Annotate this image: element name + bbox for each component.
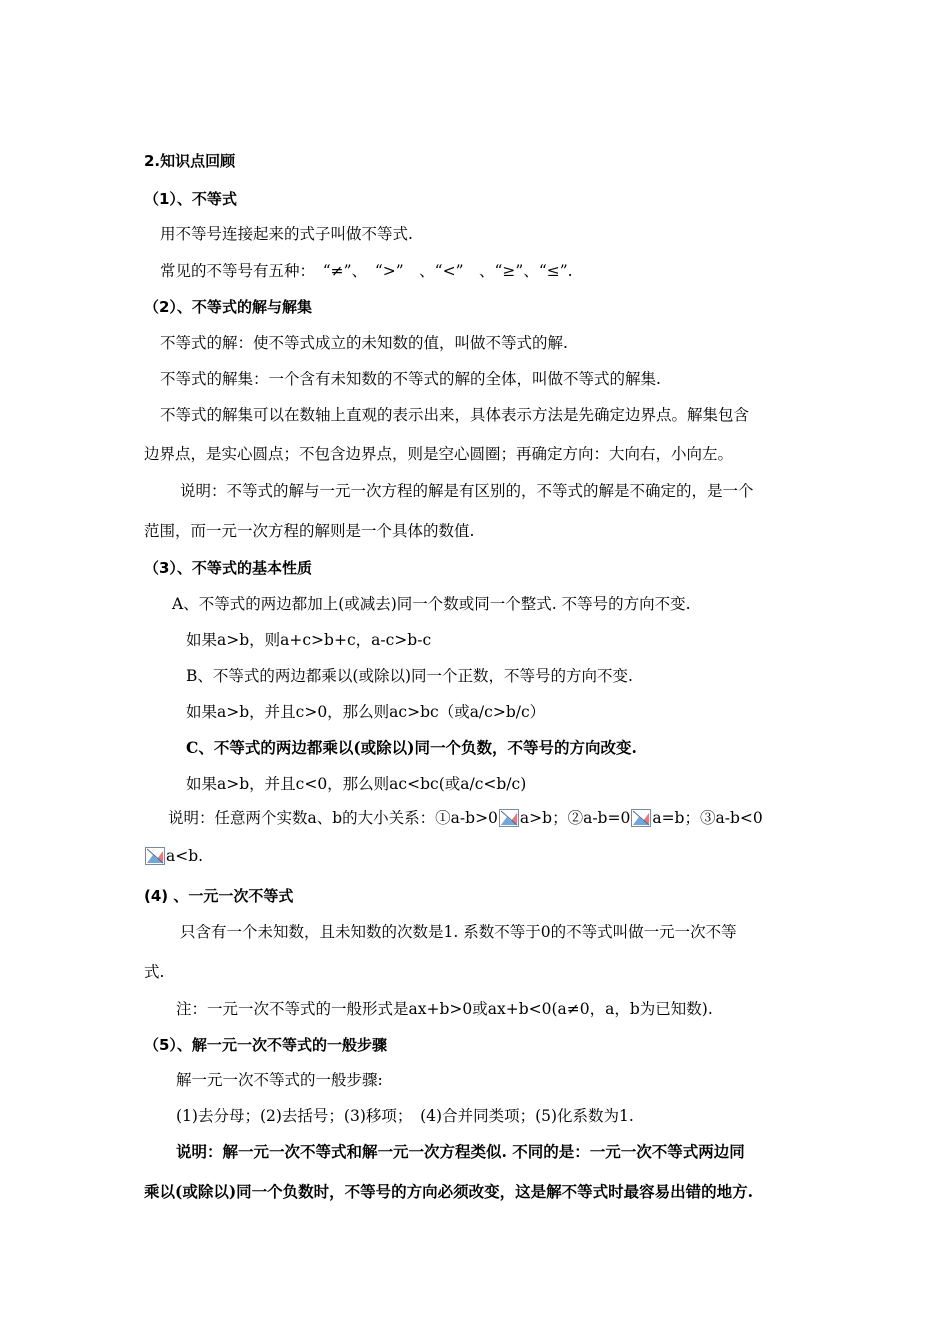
paragraph: 不等式的解集可以在数轴上直观的表示出来，具体表示方法是先确定边界点。解集包含 [160, 406, 750, 424]
paragraph: 只含有一个未知数，且未知数的次数是1. 系数不等于0的不等式叫做一元一次不等 [180, 923, 737, 941]
relation-note-cont [144, 846, 203, 866]
broken-image-icon [631, 809, 651, 827]
paragraph: 边界点，是实心圆点；不包含边界点，则是空心圆圈；再确定方向：大向右，小向左。 [144, 445, 734, 463]
property-b: B、不等式的两边都乘以(或除以)同一个正数，不等号的方向不变. [186, 667, 633, 685]
property-c-example: 如果a>b，并且c<0，那么则ac<bc(或a/c<b/c) [186, 775, 527, 793]
broken-image-icon [499, 809, 519, 827]
paragraph: 常见的不等号有五种： “≠”、 “>” 、“<” 、“≥”、“≤”. [160, 262, 573, 280]
property-b-example: 如果a>b，并且c>0，那么则ac>bc（或a/c>b/c） [186, 703, 546, 721]
heading-solving-steps: （5）、解一元一次不等式的一般步骤 [144, 1036, 387, 1054]
note-part: a>b；②a-b=0 [519, 809, 631, 827]
note-part: a<b. [166, 847, 204, 865]
note-part: a=b；③a-b<0 [652, 809, 763, 827]
heading-inequality: （1）、不等式 [144, 190, 237, 208]
heading-solution-set: （2）、不等式的解与解集 [144, 298, 312, 316]
relation-note [168, 808, 763, 828]
paragraph: 式. [144, 963, 165, 981]
property-c: C、不等式的两边都乘以(或除以)同一个负数，不等号的方向改变. [186, 738, 637, 757]
bold-note: 说明：解一元一次不等式和解一元一次方程类似. 不同的是：一元一次不等式两边同 [176, 1142, 745, 1161]
section-heading: 2.知识点回顾 [144, 152, 236, 170]
paragraph: 说明：不等式的解与一元一次方程的解是有区别的，不等式的解是不确定的，是一个 [180, 482, 754, 500]
paragraph: 用不等号连接起来的式子叫做不等式. [160, 225, 413, 243]
property-a-example: 如果a>b，则a+c>b+c，a-c>b-c [186, 631, 432, 649]
bold-note: 乘以(或除以)同一个负数时，不等号的方向必须改变，这是解不等式时最容易出错的地方. [144, 1182, 754, 1201]
paragraph: 不等式的解：使不等式成立的未知数的值，叫做不等式的解. [160, 334, 568, 352]
paragraph: 解一元一次不等式的一般步骤: [176, 1071, 383, 1089]
paragraph: (1)去分母；(2)去括号；(3)移项； (4)合并同类项；(5)化系数为1. [176, 1107, 634, 1125]
property-a: A、不等式的两边都加上(或减去)同一个数或同一个整式. 不等号的方向不变. [172, 595, 691, 613]
heading-basic-properties: （3）、不等式的基本性质 [144, 559, 312, 577]
paragraph: 注：一元一次不等式的一般形式是ax+b>0或ax+b<0(a≠0，a，b为已知数). [176, 1000, 713, 1018]
broken-image-icon [145, 847, 165, 865]
heading-linear-inequality: (4) 、一元一次不等式 [144, 887, 294, 905]
paragraph: 不等式的解集：一个含有未知数的不等式的解的全体，叫做不等式的解集. [160, 370, 661, 388]
note-part: 说明：任意两个实数a、b的大小关系：①a-b>0 [168, 809, 498, 827]
paragraph: 范围，而一元一次方程的解则是一个具体的数值. [144, 522, 475, 540]
